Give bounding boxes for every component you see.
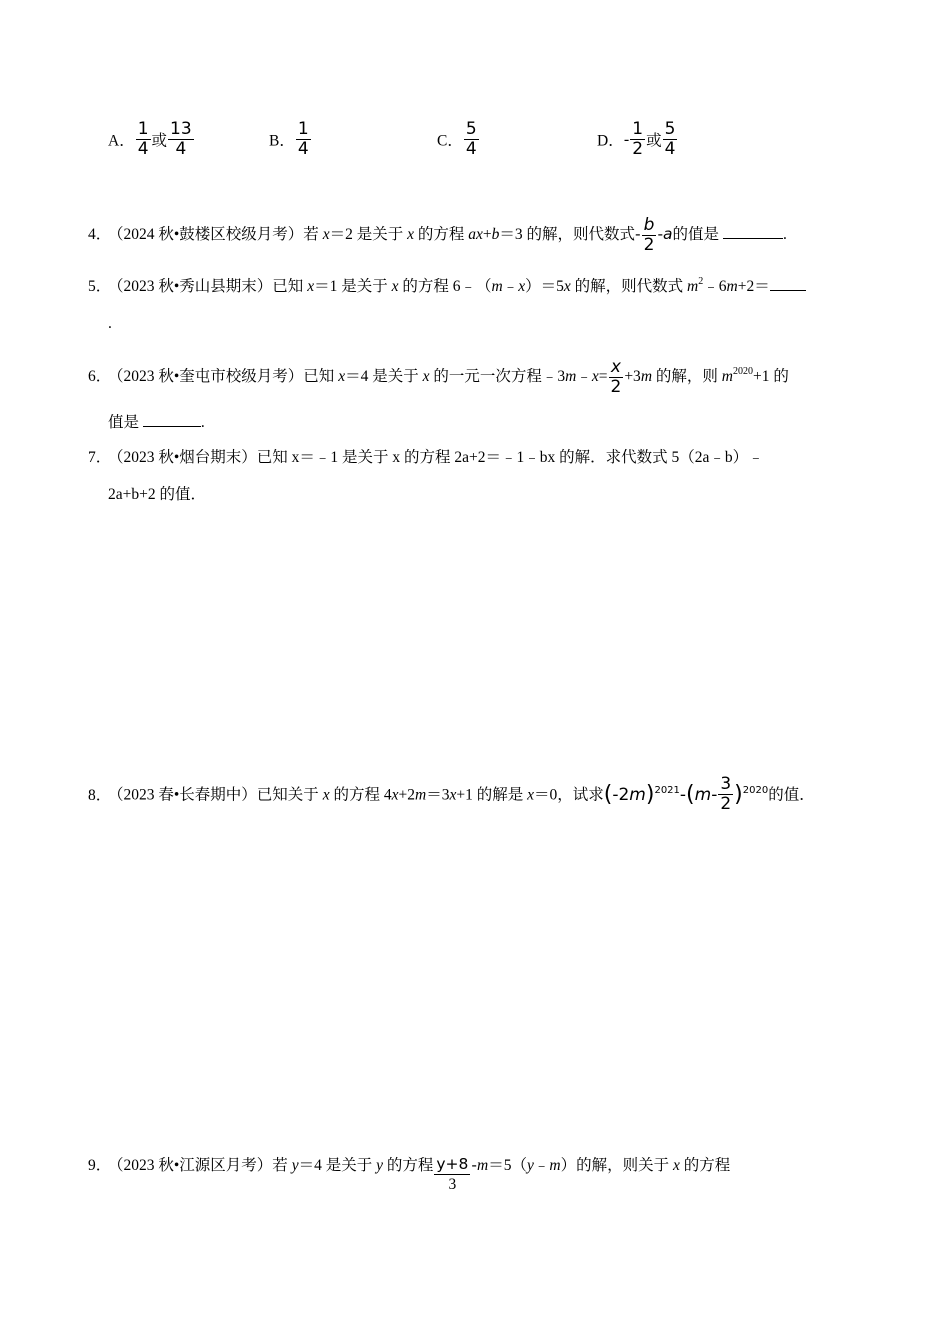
option-b xyxy=(269,120,312,159)
answer-blank[interactable] xyxy=(770,276,806,291)
option-label: B． xyxy=(269,132,295,150)
fraction: $\frac{3}{2}$ xyxy=(720,774,732,814)
fraction: $\frac{1}{2}$ xyxy=(632,119,644,159)
option-label: A． xyxy=(108,132,135,150)
question-number: 8． xyxy=(88,786,112,804)
option-c xyxy=(437,120,480,159)
fraction: $\frac{5}{4}$ xyxy=(465,119,477,159)
question-9: 9．（2023 秋•江源区月考）若 y＝4 是关于 y 的方程 $\frac{y+8}{3}$ -m＝5（y﹣m）的解，则关于 x 的方程 xyxy=(88,1155,731,1193)
option-d: D．- $\frac{1}{2}$ 或 $\frac{5}{4}$ xyxy=(597,119,676,159)
question-number: 6． xyxy=(88,368,112,386)
question-8: 8．（2023 春•长春期中）已知关于 x 的方程 4x+2m＝3x+1 的解是 x＝0，试求$(-2m)^{2021}-(m-$ $\frac{3}{2}$ )$^{2020}$的值． xyxy=(88,774,815,814)
question-number: 7． xyxy=(88,449,112,466)
answer-blank[interactable] xyxy=(723,224,783,239)
power-expression-1: $(-2m)^{2021}-(m-$ $\frac{3}{2}$ )$^{2020}$ xyxy=(603,774,769,814)
question-number: 9． xyxy=(88,1157,112,1174)
fraction: $\frac{1}{4}$ xyxy=(297,119,309,159)
question-number: 5． xyxy=(88,278,112,295)
fraction: $\frac{1}{4}$ xyxy=(137,119,149,159)
fraction: $\frac{y+8}{3}$ xyxy=(436,1155,469,1193)
fraction: $\frac{5}{4}$ xyxy=(664,119,676,159)
question-5-cont: . xyxy=(108,315,112,332)
answer-blank[interactable] xyxy=(143,412,201,427)
question-5: 5．（2023 秋•秀山县期末）已知 x＝1 是关于 x 的方程 6﹣（m﹣x）＝5x 的解，则代数式 $m^2﹣6m+2=$ xyxy=(88,276,806,297)
question-number: 4． xyxy=(88,226,112,244)
question-6: 6．（2023 秋•奎屯市校级月考）已知 x＝4 是关于 x 的一元一次方程﹣3m﹣x= $\frac{x}{2}$ +3m 的解，则 $m^{2020}+1$ 的 xyxy=(88,357,789,397)
option-label: C． xyxy=(437,132,463,150)
question-7-cont: 2a+b+2 的值． xyxy=(108,486,206,503)
question-4: 4．（2024 秋•鼓楼区校级月考）若 x＝2 是关于 x 的方程 ax+b＝3 的解，则代数式- $\frac{b}{2}$ -a的值是 . xyxy=(88,215,787,255)
fraction: $\frac{b}{2}$ xyxy=(643,215,655,255)
fraction: $\frac{x}{2}$ xyxy=(610,357,622,397)
question-6-cont: 值是 . xyxy=(108,414,205,431)
option-a: A． $\frac{1}{4}$ 或 $\frac{13}{4}$ xyxy=(108,119,192,159)
option-label: D． xyxy=(597,132,624,150)
question-7: 7．（2023 秋•烟台期末）已知 x＝﹣1 是关于 x 的方程 2a+2＝﹣1﹣bx 的解．求代数式 5（2a﹣b）﹣ xyxy=(88,449,764,466)
fraction: $\frac{13}{4}$ xyxy=(170,119,192,159)
